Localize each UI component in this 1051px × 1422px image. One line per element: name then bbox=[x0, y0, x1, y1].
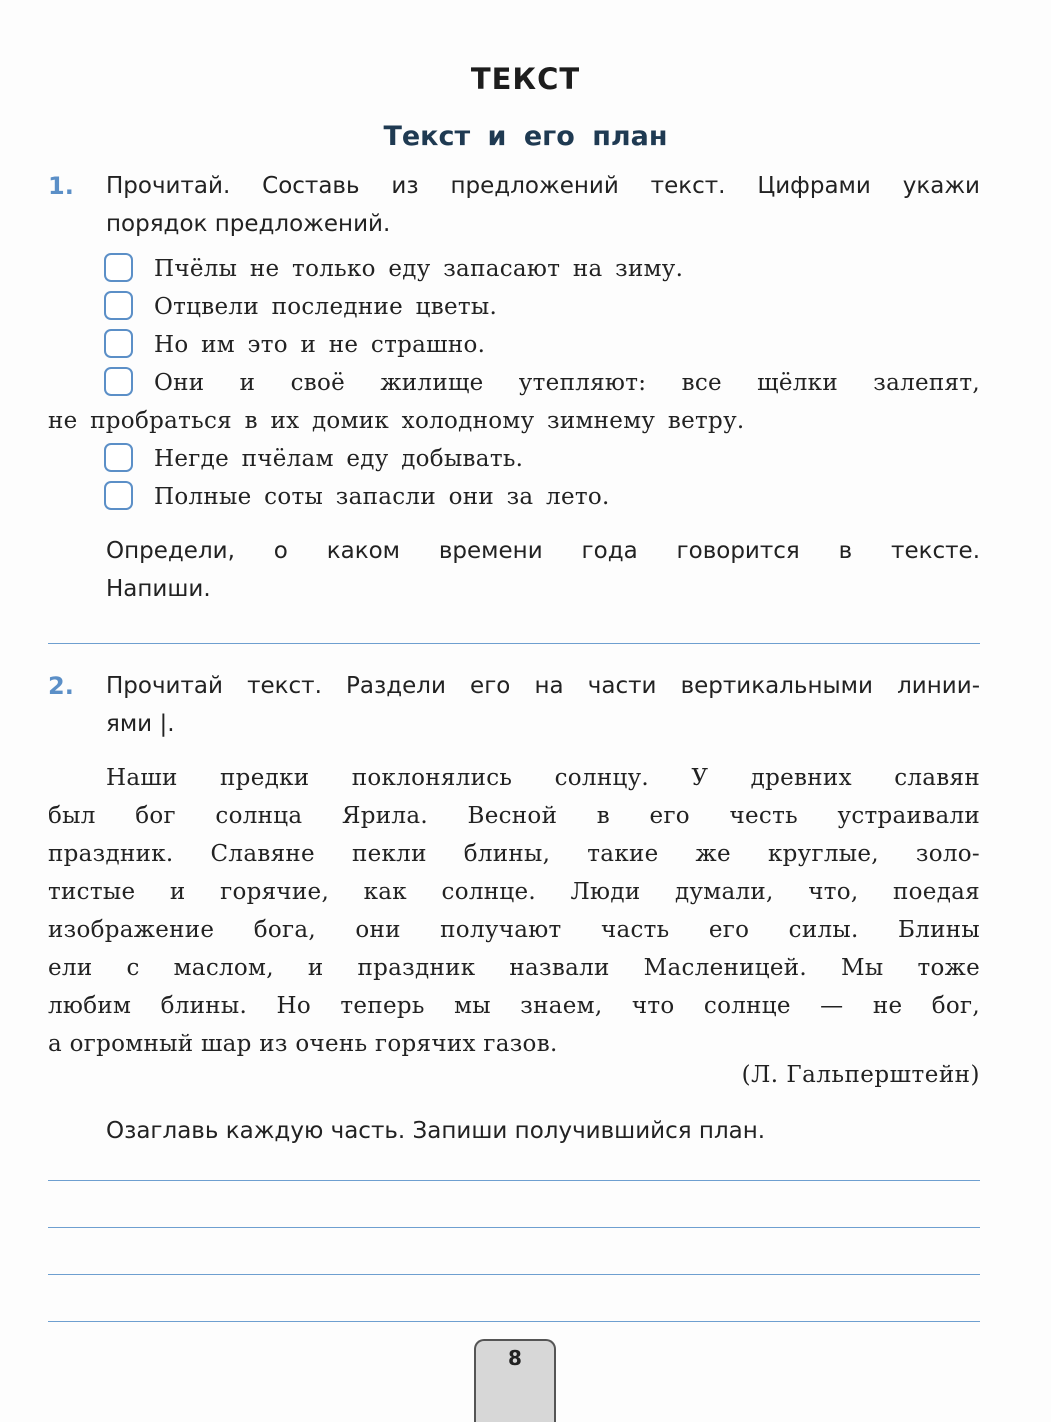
answer-line[interactable] bbox=[48, 643, 980, 644]
task-2-number: 2. bbox=[48, 672, 74, 700]
sentence-list bbox=[48, 250, 980, 516]
sentence-text: Полные соты запасли они за лето. bbox=[154, 484, 610, 510]
order-number-box[interactable] bbox=[104, 481, 133, 510]
answer-line[interactable] bbox=[48, 1321, 980, 1322]
task-1-number: 1. bbox=[48, 172, 74, 200]
page-number-tab bbox=[474, 1339, 556, 1422]
task-2-instruction-line: ями |. bbox=[106, 711, 175, 737]
sentence-item bbox=[48, 364, 980, 402]
task-1-question-line: Напиши. bbox=[106, 576, 211, 602]
section-title: ТЕКСТ bbox=[470, 62, 581, 96]
task-1-instruction-line: порядок предложений. bbox=[106, 211, 391, 237]
sentence-text: Негде пчёлам еду добывать. bbox=[154, 446, 524, 472]
sentence-text-continuation: не пробраться в их домик холодному зимнему ветру. bbox=[48, 408, 745, 434]
task-2-closing-instruction bbox=[106, 1112, 980, 1150]
task-1-instruction bbox=[106, 167, 980, 243]
sentence-text: Пчёлы не только еду запасают на зиму. bbox=[154, 256, 684, 282]
story-text[interactable] bbox=[48, 759, 980, 1063]
sentence-continuation bbox=[48, 402, 980, 440]
story-line: был бог солнца Ярила. Весной в его честь устраивали bbox=[48, 803, 980, 829]
order-number-box[interactable] bbox=[104, 367, 133, 396]
page-number: 8 bbox=[508, 1346, 522, 1370]
order-number-box[interactable] bbox=[104, 443, 133, 472]
task-2-instruction-line: Прочитай текст. Раздели его на части вертикальными линии- bbox=[106, 673, 980, 699]
sentence-text: Но им это и не страшно. bbox=[154, 332, 486, 358]
story-line: праздник. Славяне пекли блины, такие же круглые, золо- bbox=[48, 841, 980, 867]
story-line: любим блины. Но теперь мы знаем, что солнце — не бог, bbox=[48, 993, 980, 1019]
task-1-question bbox=[106, 532, 980, 608]
task-1-instruction-line: Прочитай. Составь из предложений текст. Цифрами укажи bbox=[106, 173, 980, 199]
sentence-text: Отцвели последние цветы. bbox=[154, 294, 498, 320]
task-2-instruction bbox=[106, 667, 980, 743]
order-number-box[interactable] bbox=[104, 253, 133, 282]
sentence-item bbox=[48, 250, 980, 288]
story-author: (Л. Гальперштейн) bbox=[741, 1062, 980, 1088]
order-number-box[interactable] bbox=[104, 329, 133, 358]
task-1-question-line: Определи, о каком времени года говорится в тексте. bbox=[106, 538, 980, 564]
sentence-text: Они и своё жилище утепляют: все щёлки залепят, bbox=[154, 370, 980, 396]
sentence-item bbox=[48, 440, 980, 478]
story-line: тистые и горячие, как солнце. Люди думали, что, поедая bbox=[48, 879, 980, 905]
section-subtitle: Текст и его план bbox=[383, 121, 668, 152]
sentence-item bbox=[48, 478, 980, 516]
story-line: ели с маслом, и праздник назвали Масленицей. Мы тоже bbox=[48, 955, 980, 981]
story-line: а огромный шар из очень горячих газов. bbox=[48, 1031, 558, 1057]
answer-line[interactable] bbox=[48, 1180, 980, 1181]
answer-line[interactable] bbox=[48, 1227, 980, 1228]
sentence-item bbox=[48, 288, 980, 326]
story-line: изображение бога, они получают часть его силы. Блины bbox=[48, 917, 980, 943]
order-number-box[interactable] bbox=[104, 291, 133, 320]
story-line: Наши предки поклонялись солнцу. У древних славян bbox=[106, 765, 980, 791]
sentence-item bbox=[48, 326, 980, 364]
answer-line[interactable] bbox=[48, 1274, 980, 1275]
closing-instruction-line: Озаглавь каждую часть. Запиши получившийся план. bbox=[106, 1118, 766, 1144]
